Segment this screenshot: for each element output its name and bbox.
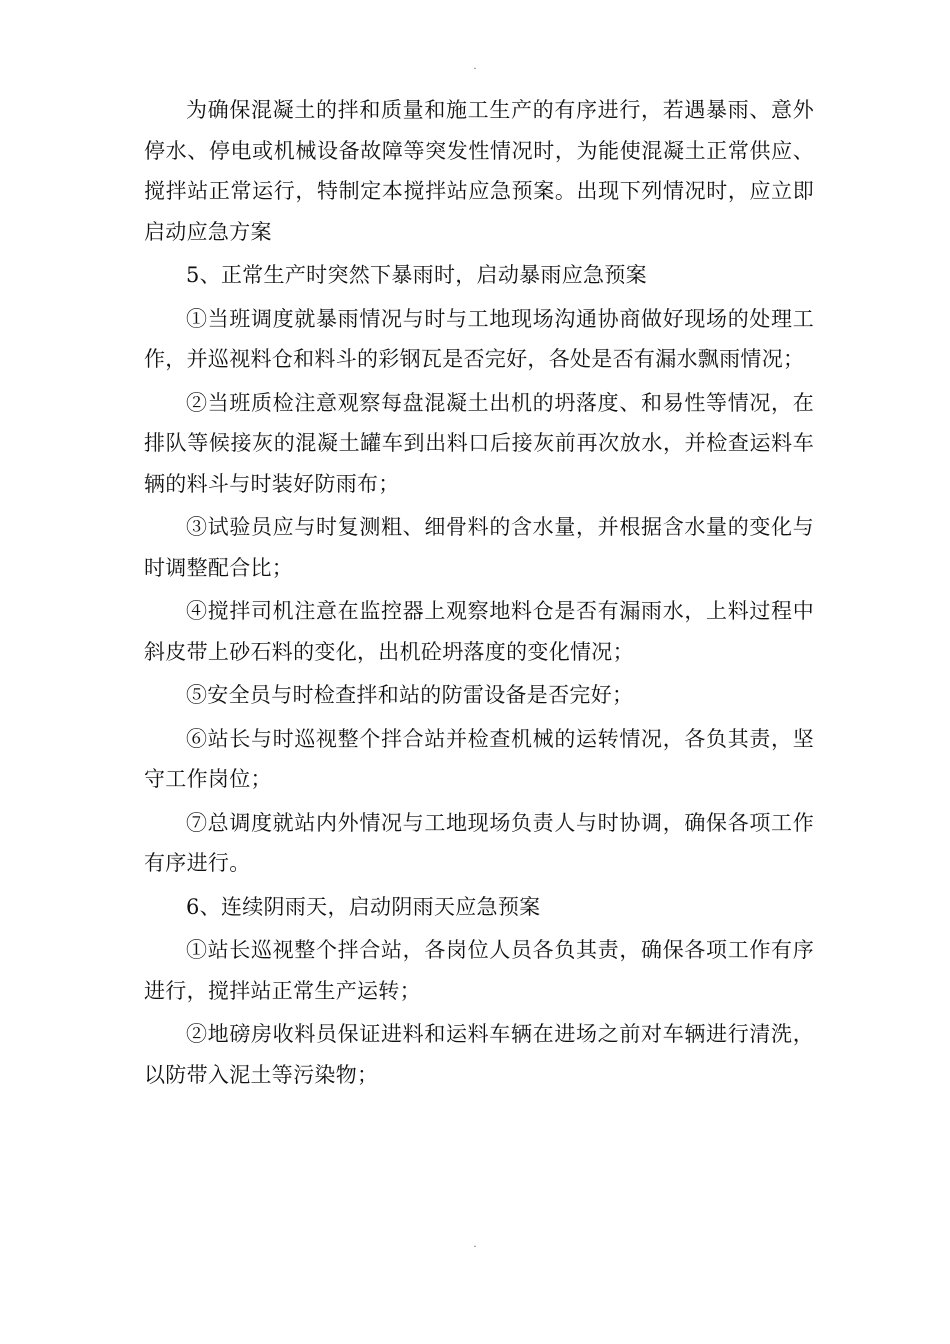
paragraph-item: ⑤安全员与时检查拌和站的防雷设备是否完好； <box>186 683 634 707</box>
paragraph-item: ③试验员应与时复测粗、细骨料的含水量，并根据含水量的变化与时调整配合比； <box>144 515 814 580</box>
document-body <box>144 90 814 1098</box>
header-mark: . <box>473 61 477 72</box>
paragraph-item: ⑥站长与时巡视整个拌合站并检查机械的运转情况，各负其责，坚守工作岗位； <box>144 726 814 791</box>
footer-mark: . <box>473 1239 477 1250</box>
paragraph-item: ④搅拌司机注意在监控器上观察地料仓是否有漏雨水，上料过程中斜皮带上砂石料的变化，出机砼坍落度的变化情况； <box>144 599 814 664</box>
paragraph-item: ⑦总调度就站内外情况与工地现场负责人与时协调，确保各项工作有序进行。 <box>144 810 814 875</box>
paragraph-item: ①当班调度就暴雨情况与时与工地现场沟通协商做好现场的处理工作，并巡视料仓和料斗的彩钢瓦是否完好，各处是否有漏水飘雨情况； <box>144 306 814 371</box>
section-heading-5: 5、正常生产时突然下暴雨时，启动暴雨应急预案 <box>186 263 647 287</box>
paragraph-intro: 为确保混凝土的拌和质量和施工生产的有序进行，若遇暴雨、意外停水、停电或机械设备故障等突发性情况时，为能使混凝土正常供应、搅拌站正常运行，特制定本搅拌站应急预案。出现下列情况时，应立即启动应急方案 <box>144 98 814 244</box>
paragraph-item: ②地磅房收料员保证进料和运料车辆在进场之前对车辆进行清洗，以防带入泥土等污染物； <box>144 1022 814 1087</box>
paragraph-item: ①站长巡视整个拌合站，各岗位人员各负其责，确保各项工作有序进行，搅拌站正常生产运转； <box>144 938 814 1003</box>
section-heading-6: 6、连续阴雨天，启动阴雨天应急预案 <box>186 894 541 919</box>
paragraph-item: ②当班质检注意观察每盘混凝土出机的坍落度、和易性等情况，在排队等候接灰的混凝土罐车到出料口后接灰前再次放水，并检查运料车辆的料斗与时装好防雨布； <box>144 390 814 496</box>
